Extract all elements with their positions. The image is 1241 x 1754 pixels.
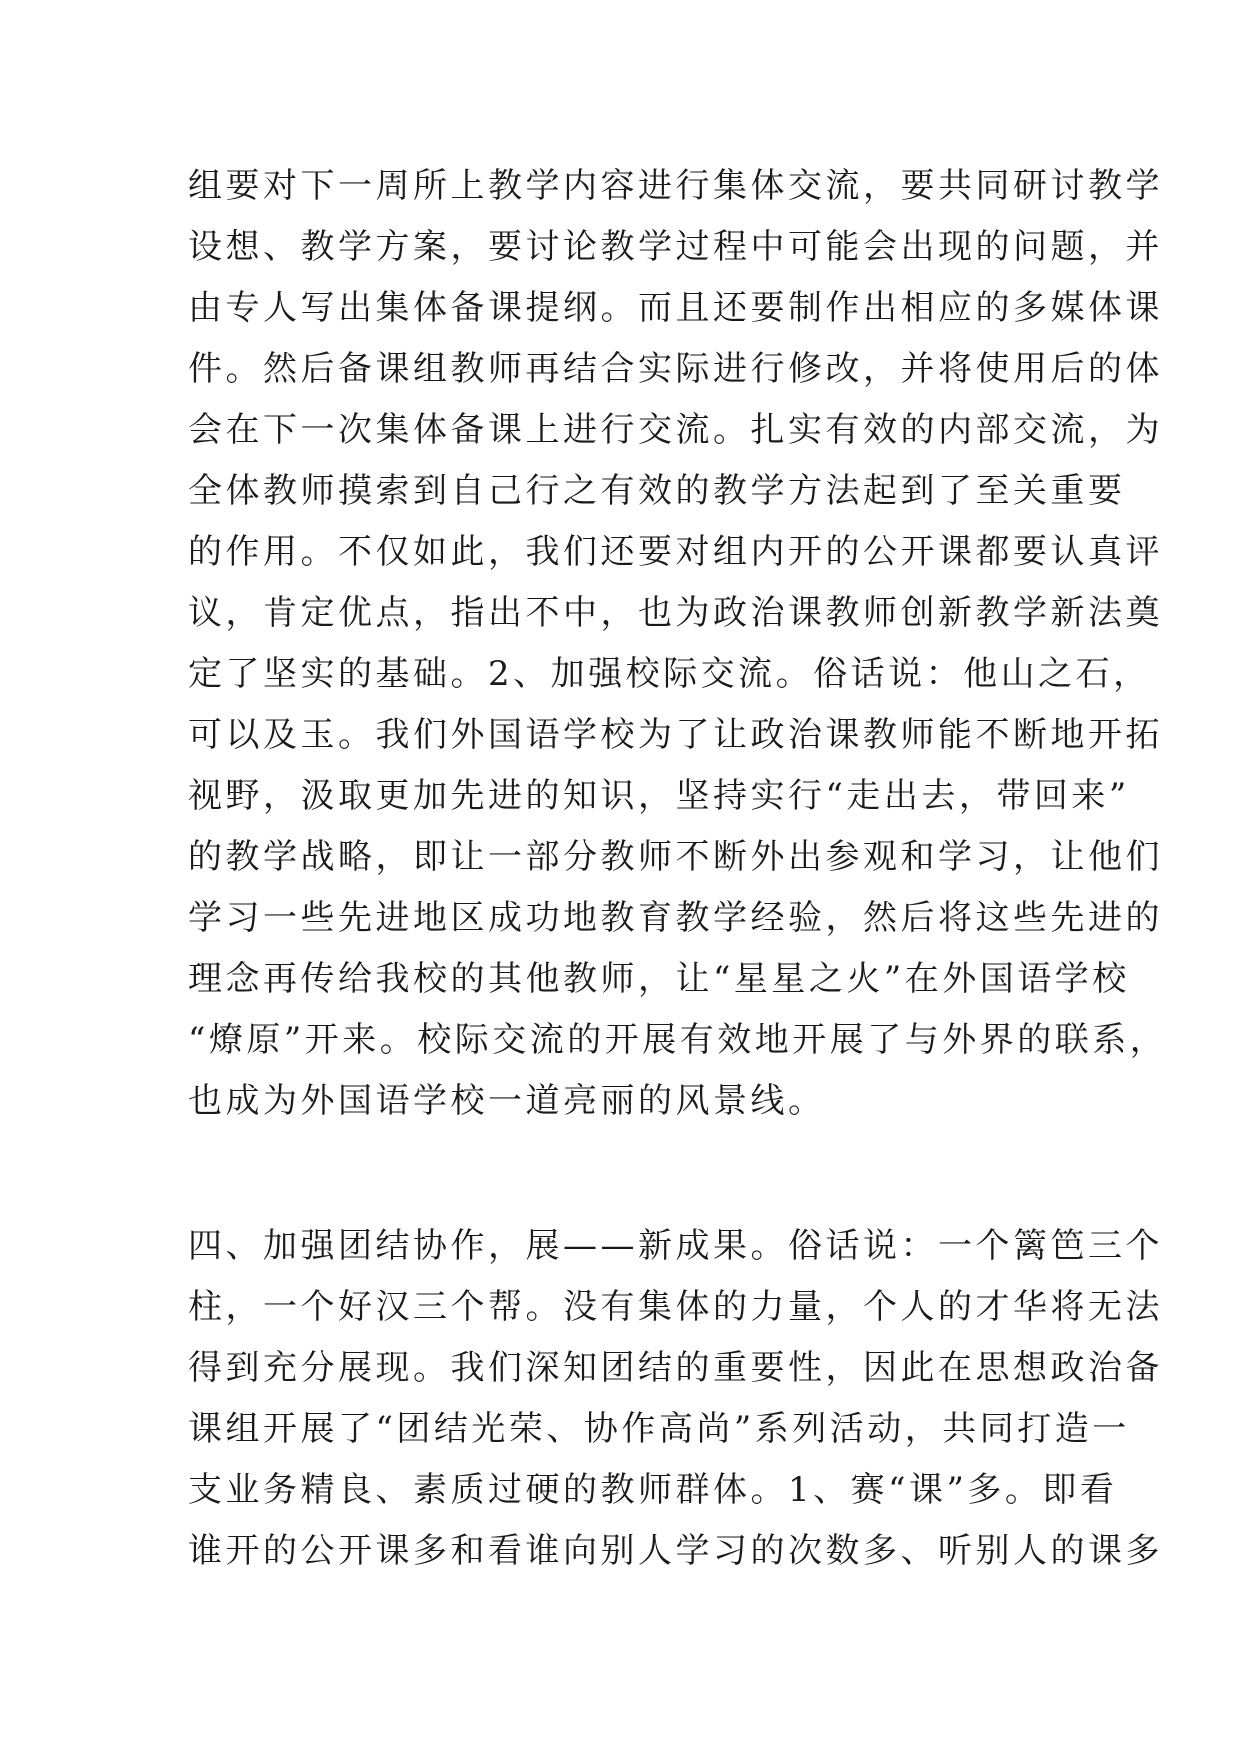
- text-line: 组要对下一周所上教学内容进行集体交流，要共同研讨教学: [188, 166, 1163, 206]
- paragraph-collective-lesson-prep: [188, 156, 1168, 1132]
- text-line: 理念再传给我校的其他教师，让“星星之火”在外国语学校: [188, 959, 1130, 999]
- text-line: 得到充分展现。我们深知团结的重要性，因此在思想政治备: [188, 1348, 1163, 1388]
- text-line: 也成为外国语学校一道亮丽的风景线。: [188, 1081, 826, 1121]
- text-line: 的作用。不仅如此，我们还要对组内开的公开课都要认真评: [188, 532, 1163, 572]
- text-line: 会在下一次集体备课上进行交流。扎实有效的内部交流，为: [188, 410, 1163, 450]
- text-line: 设想、教学方案，要讨论教学过程中可能会出现的问题，并: [188, 227, 1163, 267]
- text-line: 可以及玉。我们外国语学校为了让政治课教师能不断地开拓: [188, 715, 1163, 755]
- text-line: 柱，一个好汉三个帮。没有集体的力量，个人的才华将无法: [188, 1287, 1163, 1327]
- text-line: 学习一些先进地区成功地教育教学经验，然后将这些先进的: [188, 898, 1163, 938]
- text-line: 课组开展了“团结光荣、协作高尚”系列活动，共同打造一: [188, 1409, 1130, 1449]
- text-line: 四、加强团结协作，展——新成果。俗话说：一个篱笆三个: [188, 1226, 1163, 1266]
- text-line: 件。然后备课组教师再结合实际进行修改，并将使用后的体: [188, 349, 1163, 389]
- text-line: 视野，汲取更加先进的知识，坚持实行“走出去，带回来”: [188, 776, 1130, 816]
- text-line: 全体教师摸索到自己行之有效的教学方法起到了至关重要: [188, 471, 1126, 511]
- text-line: 由专人写出集体备课提纲。而且还要制作出相应的多媒体课: [188, 288, 1163, 328]
- text-line: 的教学战略，即让一部分教师不断外出参观和学习，让他们: [188, 837, 1163, 877]
- text-line: 议，肯定优点，指出不中，也为政治课教师创新教学新法奠: [188, 593, 1163, 633]
- text-line: 定了坚实的基础。2、加强校际交流。俗话说：他山之石，: [188, 654, 1151, 694]
- text-line: 谁开的公开课多和看谁向别人学习的次数多、听别人的课多: [188, 1531, 1163, 1571]
- text-line: “燎原”开来。校际交流的开展有效地开展了与外界的联系，: [188, 1020, 1168, 1060]
- paragraph-section-four-teamwork: [188, 1216, 1163, 1582]
- text-line: 支业务精良、素质过硬的教师群体。1、赛“课”多。即看: [188, 1470, 1118, 1510]
